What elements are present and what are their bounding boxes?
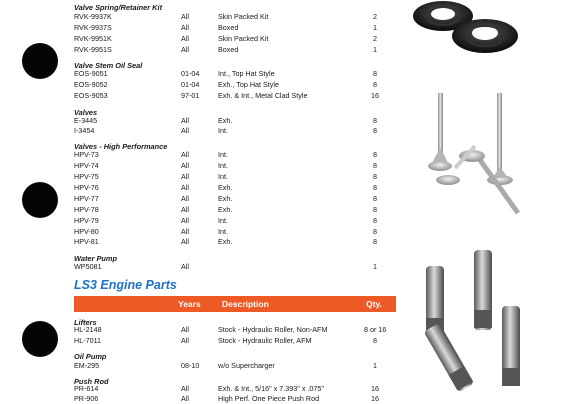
column-header-qty: Qty. (366, 299, 382, 309)
table-row: HL-2148 All Stock - Hydraulic Roller, Non-AFM 8 or 16 (74, 325, 387, 334)
table-row: WP5081 All 1 (74, 262, 377, 271)
section-heading: Valve Stem Oil Seal (74, 61, 143, 70)
table-row: EOS-9053 97-01 Exh. & Int., Metal Clad Style 16 (74, 91, 379, 100)
table-row: E-3445 All Exh. 8 (74, 116, 377, 125)
section-heading: Push Rod (74, 377, 109, 386)
column-header-years: Years (178, 299, 201, 309)
punch-hole-3 (22, 321, 58, 357)
table-row: RVK-9937K All Skin Packed Kit 2 (74, 12, 377, 21)
column-header-description: Description (222, 299, 269, 309)
valves-photo (420, 88, 530, 218)
table-row: RVK-9951S All Boxed 1 (74, 45, 377, 54)
table-row: HPV-81 All Exh. 8 (74, 237, 377, 246)
section-title: LS3 Engine Parts (74, 278, 177, 292)
table-row: EOS-9051 01-04 Int., Top Hat Style 8 (74, 69, 377, 78)
table-row: EOS-9052 01-04 Exh., Top Hat Style 8 (74, 80, 377, 89)
section-heading: Valve Spring/Retainer Kit (74, 3, 163, 12)
table-row: PR-906 All High Perf. One Piece Push Rod 16 (74, 394, 379, 403)
table-row: HPV-75 All Int. 8 (74, 172, 377, 181)
section-heading: Valves - High Performance (74, 142, 168, 151)
section-heading: Oil Pump (74, 352, 107, 361)
lifters-photo (418, 248, 528, 400)
table-row: RVK-9951K All Skin Packed Kit 2 (74, 34, 377, 43)
punch-hole-2 (22, 182, 58, 218)
table-row: HPV-78 All Exh. 8 (74, 205, 377, 214)
table-row: EM-295 08-10 w/o Supercharger 1 (74, 361, 377, 370)
table-row: PR-614 All Exh. & Int., 5/16" x 7.393" x .075" 16 (74, 384, 379, 393)
table-row: HPV-74 All Int. 8 (74, 161, 377, 170)
section-heading: Valves (74, 108, 98, 117)
section-heading: Water Pump (74, 254, 117, 263)
retainer-photo (405, 0, 520, 60)
section-heading: Lifters (74, 318, 97, 327)
table-row: HL-7011 All Stock - Hydraulic Roller, AFM 8 (74, 336, 377, 345)
table-header (74, 296, 396, 312)
table-row: HPV-73 All Int. 8 (74, 150, 377, 159)
table-row: HPV-80 All Int. 8 (74, 227, 377, 236)
punch-hole-1 (22, 43, 58, 79)
table-row: RVK-9937S All Boxed 1 (74, 23, 377, 32)
table-row: HPV-76 All Exh. 8 (74, 183, 377, 192)
table-row: HPV-79 All Int. 8 (74, 216, 377, 225)
table-row: HPV-77 All Exh. 8 (74, 194, 377, 203)
table-row: I-3454 All Int. 8 (74, 126, 377, 135)
